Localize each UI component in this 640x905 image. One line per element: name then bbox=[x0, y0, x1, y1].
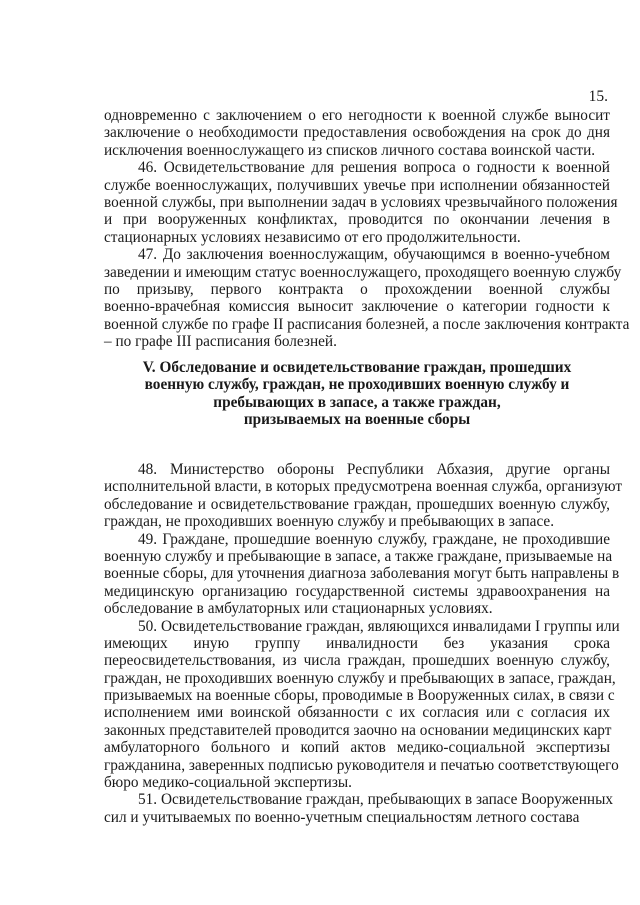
text-line: 49. Граждане, прошедшие военную службу, граждане, не проходившие bbox=[138, 530, 610, 548]
paragraph bbox=[104, 107, 610, 159]
paragraph bbox=[104, 246, 630, 351]
text-line: заведении и имеющим статус военнослужащего, проходящего военную службу bbox=[104, 263, 622, 281]
text-line: стационарных условиях независимо от его продолжительности. bbox=[104, 228, 521, 246]
text-line: – по графе III расписания болезней. bbox=[104, 333, 337, 351]
page-number: 15. bbox=[588, 88, 608, 105]
text-line: военную службу и пребывающие в запасе, а также граждане, призываемые на bbox=[104, 547, 613, 565]
text-line: одновременно с заключением о его негодности к военной службе выносит bbox=[104, 107, 610, 124]
text-line: 47. До заключения военнослужащим, обучающимся в военно-учебном bbox=[138, 246, 610, 264]
text-line: сил и учитываемых по военно-учетным специальностям летного состава bbox=[104, 808, 580, 826]
text-line: имеющих иную группу инвалидности без указания срока bbox=[104, 634, 610, 652]
text-line: 50. Освидетельствование граждан, являющихся инвалидами I группы или bbox=[138, 617, 620, 635]
paragraph bbox=[104, 461, 623, 531]
top-text-block bbox=[104, 107, 630, 351]
text-line: военной службе по графе II расписания болезней, а после заключения контракта bbox=[104, 315, 630, 333]
text-line: обследование в амбулаторных или стационарных условиях. bbox=[104, 600, 493, 618]
section-heading bbox=[104, 359, 610, 429]
bottom-text-block bbox=[104, 461, 623, 826]
text-line: граждан, не проходивших военную службу и пребывающих в запасе. bbox=[104, 513, 555, 531]
text-line: по призыву, первого контракта о прохождении военной службы bbox=[104, 280, 610, 298]
text-line: бюро медико-социальной экспертизы. bbox=[104, 774, 352, 792]
text-line: призываемых на военные сборы, проводимые в Вооруженных силах, в связи с bbox=[104, 687, 615, 705]
text-line: 48. Министерство обороны Республики Абхазия, другие органы bbox=[138, 461, 610, 478]
heading-line: V. Обследование и освидетельствование граждан, прошедших bbox=[142, 359, 572, 376]
text-line: исполнительной власти, в которых предусмотрена военная служба, организуют bbox=[104, 478, 623, 496]
text-line: гражданина, заверенных подписью руководителя и печатью соответствующего bbox=[104, 756, 619, 774]
text-line: амбулаторного больного и копий актов медико-социальной экспертизы bbox=[104, 739, 610, 757]
text-line: исполнением ими воинской обязанности с их согласия или с согласия их bbox=[104, 704, 610, 722]
text-line: переосвидетельствования, из числа граждан, прошедших военную службу, bbox=[104, 652, 610, 670]
text-line: законных представителей проводится заочно на основании медицинских карт bbox=[104, 721, 612, 739]
paragraph bbox=[104, 617, 620, 792]
text-line: военные сборы, для уточнения диагноза заболевания могут быть направлены в bbox=[104, 565, 620, 583]
text-line: военно-врачебная комиссия выносит заключение о категории годности к bbox=[104, 298, 610, 316]
text-line: 46. Освидетельствование для решения вопроса о годности к военной bbox=[138, 159, 610, 177]
text-line: заключение о необходимости предоставления освобождения на срок до дня bbox=[104, 124, 610, 142]
paragraph bbox=[104, 791, 614, 826]
text-line: 51. Освидетельствование граждан, пребывающих в запасе Вооруженных bbox=[138, 791, 614, 809]
text-line: и при вооруженных конфликтах, проводится по окончании лечения в bbox=[104, 211, 610, 229]
heading-line: пребывающих в запасе, а также граждан, bbox=[213, 393, 501, 411]
heading-line: военную службу, граждан, не проходивших военную службу и bbox=[144, 376, 570, 394]
text-line: службе военнослужащих, получивших увечье при исполнении обязанностей bbox=[104, 176, 610, 194]
text-line: граждан, не проходивших военную службу и пребывающих в запасе, граждан, bbox=[104, 669, 616, 687]
text-line: медицинскую организацию государственной системы здравоохранения на bbox=[104, 582, 610, 600]
paragraph bbox=[104, 159, 618, 246]
text-line: исключения военнослужащего из списков личного состава воинской части. bbox=[104, 141, 596, 159]
paragraph bbox=[104, 530, 620, 618]
text-line: военной службы, при выполнении задач в условиях чрезвычайного положения bbox=[104, 193, 618, 211]
heading-line: призываемых на военные сборы bbox=[243, 411, 471, 429]
text-line: обследование и освидетельствование граждан, прошедших военную службу, bbox=[104, 495, 610, 513]
